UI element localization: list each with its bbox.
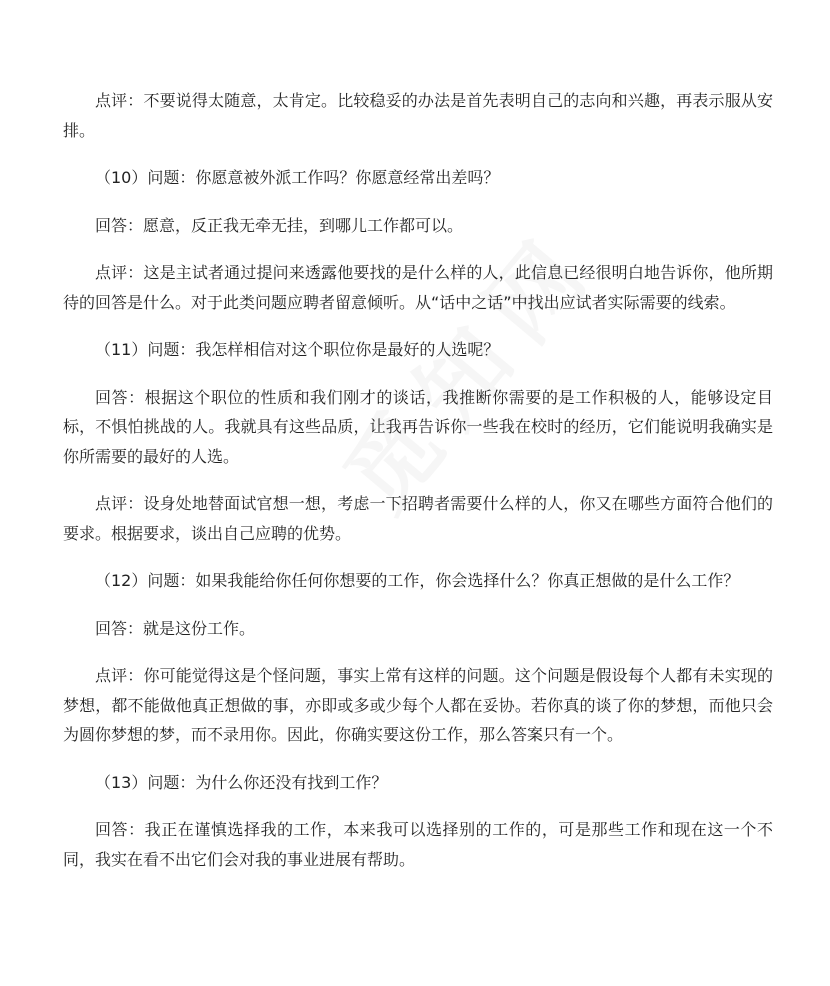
question-11: （11）问题：我怎样相信对这个职位你是最好的人选呢？ xyxy=(95,340,500,359)
document-page xyxy=(63,86,773,892)
answer-paragraph: 回答：我正在谨慎选择我的工作，本来我可以选择别的工作的，可是那些工作和现在这一个不同，我实在看不出它们会对我的事业进展有帮助。 xyxy=(63,820,773,869)
answer-paragraph: 回答：愿意，反正我无牵无挂，到哪儿工作都可以。 xyxy=(95,215,464,235)
answer-paragraph: 回答：根据这个职位的性质和我们刚才的谈话，我推断你需要的是工作积极的人，能够设定目标，不惧怕挑战的人。我就具有这些品质，让我再告诉你一些我在校时的经历，它们能说明我确实是你所需要的最好的人选。 xyxy=(63,387,773,466)
comment-paragraph: 点评：你可能觉得这是个怪问题，事实上常有这样的问题。这个问题是假设每个人都有未实现的梦想，都不能做他真正想做的事，亦即或多或少每个人都在妥协。若你真的谈了你的梦想，而他只会为圆你梦想的梦，而不录用你。因此，你确实要这份工作，那么答案只有一个。 xyxy=(63,666,773,744)
question-13: （13）问题：为什么你还没有找到工作？ xyxy=(95,772,388,792)
answer-paragraph: 回答：就是这份工作。 xyxy=(95,618,256,638)
question-12: （12）问题：如果我能给你任何你想要的工作，你会选择什么？你真正想做的是什么工作？ xyxy=(95,571,740,590)
question-10: （10）问题：你愿意被外派工作吗？你愿意经常出差吗？ xyxy=(95,168,500,187)
comment-paragraph: 点评：设身处地替面试官想一想，考虑一下招聘者需要什么样的人，你又在哪些方面符合他们的要求。根据要求，谈出自己应聘的优势。 xyxy=(63,494,773,543)
comment-paragraph: 点评：这是主试者通过提问来透露他要找的是什么样的人，此信息已经很明白地告诉你，他所期待的回答是什么。对于此类问题应聘者留意倾听。从“话中之话”中找出应试者实际需要的线索。 xyxy=(63,263,773,312)
comment-paragraph: 点评：不要说得太随意，太肯定。比较稳妥的办法是首先表明自己的志向和兴趣，再表示服从安排。 xyxy=(63,91,773,140)
